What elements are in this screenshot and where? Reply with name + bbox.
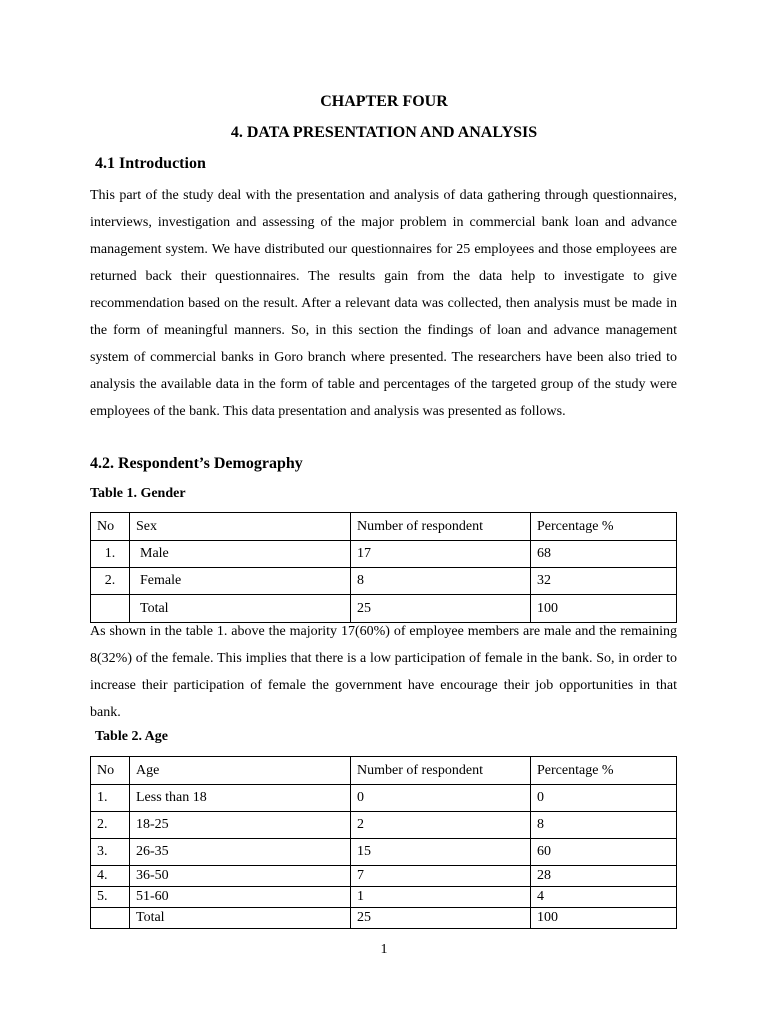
- table-cell: 17: [351, 541, 531, 568]
- table-cell: 0: [351, 785, 531, 812]
- table-cell: Female: [130, 568, 351, 595]
- table-header-cell: Percentage %: [531, 757, 677, 785]
- table-row: [91, 541, 677, 568]
- table1-caption: Table 1. Gender: [90, 486, 186, 501]
- table-cell: 8: [531, 812, 677, 839]
- table-cell: 2.: [91, 568, 130, 595]
- table-cell: 4: [531, 887, 677, 908]
- table-row: [91, 568, 677, 595]
- table-row: [91, 866, 677, 887]
- table-cell: 1.: [91, 785, 130, 812]
- table-row: [91, 839, 677, 866]
- gender-analysis-paragraph: As shown in the table 1. above the majority 17(60%) of employee members are male and the remaining 8(32%) of the female. This implies that there is a low participation of female in the bank. So, in order to increase their participation of female the government have encourage their job opportunities in that bank.: [90, 624, 677, 720]
- table-row: [91, 887, 677, 908]
- table-header-row: [91, 757, 677, 785]
- table-cell: Total: [130, 595, 351, 623]
- table-cell: 28: [531, 866, 677, 887]
- table-cell: 26-35: [130, 839, 351, 866]
- gender-table: [90, 512, 677, 623]
- table-header-cell: Number of respondent: [351, 757, 531, 785]
- table-header-cell: Percentage %: [531, 513, 677, 541]
- table-cell: Male: [130, 541, 351, 568]
- table-header-cell: No: [91, 757, 130, 785]
- table-cell: 51-60: [130, 887, 351, 908]
- table-cell: 5.: [91, 887, 130, 908]
- table-header-cell: Age: [130, 757, 351, 785]
- chapter-heading: CHAPTER FOUR: [320, 93, 448, 110]
- table-cell: 0: [531, 785, 677, 812]
- table-cell: 1: [351, 887, 531, 908]
- age-table: [90, 756, 677, 929]
- table-row: [91, 785, 677, 812]
- table-cell: [91, 908, 130, 929]
- table-cell: 1.: [91, 541, 130, 568]
- chapter-title: 4. DATA PRESENTATION AND ANALYSIS: [230, 124, 538, 141]
- table-cell: 18-25: [130, 812, 351, 839]
- table-row: [91, 812, 677, 839]
- table-header-cell: Number of respondent: [351, 513, 531, 541]
- table-cell: 2: [351, 812, 531, 839]
- table-cell: 4.: [91, 866, 130, 887]
- table-cell: 32: [531, 568, 677, 595]
- table-cell: 7: [351, 866, 531, 887]
- table-cell: 25: [351, 595, 531, 623]
- page-number: 1: [380, 942, 388, 957]
- table-cell: 2.: [91, 812, 130, 839]
- table-cell: Less than 18: [130, 785, 351, 812]
- table-cell: 100: [531, 595, 677, 623]
- table-cell: 25: [351, 908, 531, 929]
- table-cell: 36-50: [130, 866, 351, 887]
- table-cell: 15: [351, 839, 531, 866]
- table-cell: 68: [531, 541, 677, 568]
- table-header-cell: No: [91, 513, 130, 541]
- section-heading-demography: 4.2. Respondent’s Demography: [90, 455, 303, 472]
- table-header-cell: Sex: [130, 513, 351, 541]
- table-cell: 8: [351, 568, 531, 595]
- section-heading-introduction: 4.1 Introduction: [95, 155, 206, 172]
- table-cell: 3.: [91, 839, 130, 866]
- table-header-row: [91, 513, 677, 541]
- table-row: [91, 908, 677, 929]
- table-cell: Total: [130, 908, 351, 929]
- table-cell: 100: [531, 908, 677, 929]
- table-cell: 60: [531, 839, 677, 866]
- introduction-paragraph: This part of the study deal with the presentation and analysis of data gathering through questionnaires, interviews, investigation and assessing of the major problem in commercial bank loan and advance management system. We have distributed our questionnaires for 25 employees and those employees are returned back their questionnaires. The results gain from the data help to investigate to give recommendation based on the result. After a relevant data was collected, then analysis must be made in the form of meaningful manners. So, in this section the findings of loan and advance management system of commercial banks in Goro branch where presented. The researchers have been also tried to analysis the available data in the form of table and percentages of the targeted group of the study were employees of the bank. This data presentation and analysis was presented as follows.: [90, 188, 677, 419]
- table2-caption: Table 2. Age: [95, 729, 168, 744]
